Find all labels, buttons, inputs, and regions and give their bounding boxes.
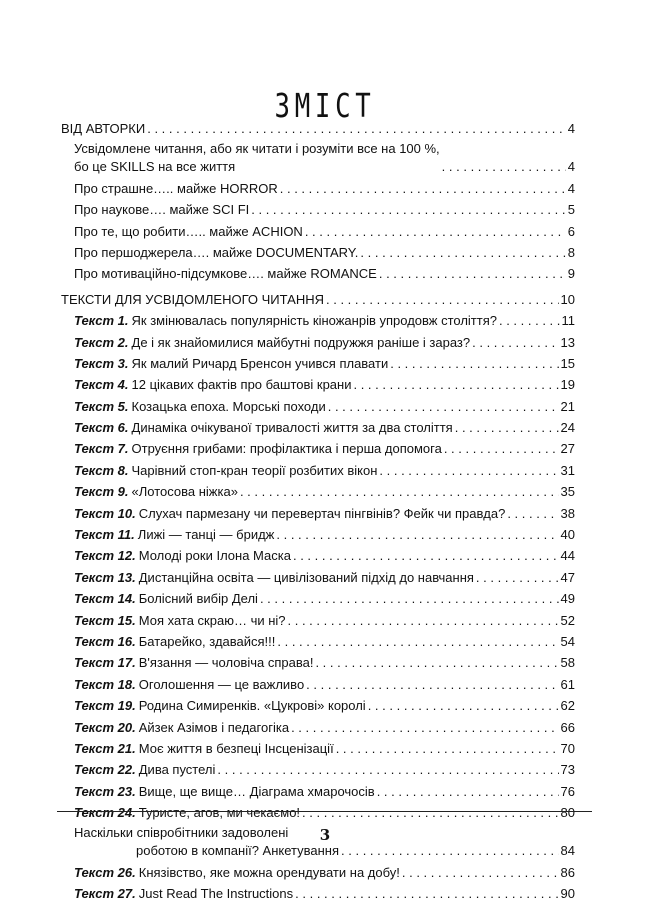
toc-page-number: 86 <box>560 864 575 880</box>
dot-leader <box>305 223 566 241</box>
toc-entry-text <box>74 376 353 394</box>
toc-entry-text <box>74 885 295 903</box>
toc-entry-label: Текст 9. <box>74 484 129 500</box>
toc-page-number: 10 <box>560 291 575 307</box>
toc-page-number: 31 <box>560 462 575 478</box>
toc-entry[interactable] <box>61 219 575 240</box>
toc-entry-text <box>74 761 217 779</box>
toc-entry-title: Козацька епоха. Морські походи <box>131 398 326 414</box>
toc-entry-text <box>74 864 402 882</box>
toc-entry-label: Текст 3. <box>74 355 129 371</box>
toc-entry[interactable] <box>61 630 575 651</box>
toc-entry-label: Текст 7. <box>74 441 129 457</box>
toc-entry-text <box>74 334 472 352</box>
dot-leader <box>291 719 558 737</box>
toc-entry[interactable] <box>61 779 575 800</box>
toc-page-number: 90 <box>560 885 575 901</box>
toc-entry[interactable] <box>61 480 575 501</box>
toc-entry-text <box>74 612 288 630</box>
toc-page-number: 5 <box>567 202 575 218</box>
toc-entry-text <box>74 740 336 758</box>
toc-entry-label: Текст 27. <box>74 885 136 901</box>
dot-leader <box>341 842 559 860</box>
toc-entry-title: Де і як знайомилися майбутні подружжя раніше і зараз? <box>131 334 471 350</box>
toc-entry[interactable] <box>61 416 575 437</box>
toc-entry-text <box>74 483 240 501</box>
toc-entry-title: Дистанційна освіта — цивілізований підхід до навчання <box>138 569 474 585</box>
dot-leader <box>444 440 559 458</box>
toc-entry-text <box>74 783 377 801</box>
toc-page-number: 47 <box>560 569 575 585</box>
toc-entry-text <box>74 505 507 523</box>
toc-entry-title: Слухач пармезану чи перевертач пінгвінів? Фейк чи правда? <box>138 505 506 521</box>
toc-entry[interactable] <box>61 565 575 586</box>
toc-page-number: 19 <box>560 377 575 393</box>
toc-entry-label: Текст 20. <box>74 719 136 735</box>
dot-leader <box>472 334 558 352</box>
toc-entry[interactable] <box>61 501 575 522</box>
toc-page-number: 9 <box>567 266 575 282</box>
toc-entry-title: Князівство, яке можна орендувати на добу! <box>138 864 400 880</box>
toc-entry-label: Текст 1. <box>74 313 129 329</box>
toc-entry-label: Текст 26. <box>74 864 136 880</box>
toc-entry-text: Наскільки співробітники задоволені роботою в компанії? Анкетування <box>74 822 341 860</box>
toc-entry-text <box>74 398 328 416</box>
toc-page-number: 40 <box>560 527 575 543</box>
toc-entry-text <box>74 676 306 694</box>
toc-entry[interactable] <box>61 352 575 373</box>
dot-leader <box>368 697 559 715</box>
toc-page-number: 15 <box>560 355 575 371</box>
toc-page-number: 76 <box>560 783 575 799</box>
toc-entry[interactable] <box>61 672 575 693</box>
toc-entry[interactable] <box>61 198 575 219</box>
toc-entry[interactable] <box>61 587 575 608</box>
page-title: ЗМІСТ <box>274 86 376 126</box>
toc-entry-title: Туристе, агов, ми чекаємо! <box>138 805 301 821</box>
dot-leader <box>328 398 559 416</box>
toc-entry[interactable] <box>61 860 575 881</box>
toc-entry[interactable] <box>61 330 575 351</box>
dot-leader <box>353 376 558 394</box>
toc-entry-text <box>74 569 476 587</box>
toc-entry-text: Про мотиваційно-підсумкове…. майже ROMANCE <box>74 266 377 282</box>
dot-leader <box>442 158 566 176</box>
dot-leader <box>280 180 566 198</box>
toc-page-number: 8 <box>567 244 575 260</box>
toc-page-number: 80 <box>560 805 575 821</box>
toc-texts-list <box>61 309 575 903</box>
table-of-contents <box>61 117 575 903</box>
toc-page-number: 52 <box>560 612 575 628</box>
toc-page-number: 66 <box>560 719 575 735</box>
toc-entry[interactable] <box>61 176 575 197</box>
dot-leader <box>379 462 558 480</box>
dot-leader <box>507 505 558 523</box>
toc-entry-title: Вище, ще вище… Діаграма хмарочосів <box>138 783 375 799</box>
dot-leader <box>295 885 558 903</box>
toc-entry-text <box>74 355 390 373</box>
toc-entry-title: Батарейко, здавайся!!! <box>138 633 276 649</box>
toc-entry-text: Про першоджерела…. майже DOCUMENTARY. <box>74 244 359 260</box>
toc-entry-title: Оголошення — це важливо <box>138 676 305 692</box>
toc-entry-title: Just Read The Instructions <box>138 885 294 901</box>
toc-entry-label: Текст 14. <box>74 591 136 607</box>
dot-leader <box>326 291 559 309</box>
toc-entry-label: Текст 8. <box>74 462 129 478</box>
toc-entry-label: Текст 22. <box>74 762 136 778</box>
dot-leader <box>390 355 558 373</box>
toc-heading-text: ТЕКСТИ ДЛЯ УСВІДОМЛЕНОГО ЧИТАННЯ <box>61 291 324 307</box>
toc-entry-label <box>74 822 336 824</box>
dot-leader <box>476 569 559 587</box>
toc-entry-label: Текст 16. <box>74 633 136 649</box>
toc-page-number: 38 <box>560 505 575 521</box>
toc-entry-text <box>74 462 379 480</box>
toc-page-number: 54 <box>560 633 575 649</box>
toc-entry-text <box>74 804 302 822</box>
toc-entry-label: Текст 23. <box>74 783 136 799</box>
toc-page-number: 73 <box>560 762 575 778</box>
toc-page-number: 13 <box>560 334 575 350</box>
toc-entry-label: Текст 24. <box>74 805 136 821</box>
toc-entry-text: Про те, що робити….. майже ACHION <box>74 223 303 239</box>
toc-page-number: 62 <box>560 698 575 714</box>
toc-page-number: 6 <box>567 223 575 239</box>
toc-entry-label: Текст 19. <box>74 698 136 714</box>
dot-leader <box>260 590 559 608</box>
dot-leader <box>402 864 559 882</box>
toc-page-number: 44 <box>560 548 575 564</box>
toc-entry-text <box>74 526 276 544</box>
toc-entry-title: Лижі — танці — бридж <box>137 527 275 543</box>
dot-leader <box>336 740 559 758</box>
toc-entry-title: Молоді роки Ілона Маска <box>138 548 291 564</box>
toc-entry-title: В'язання — чоловіча справа! <box>138 655 314 671</box>
toc-entry-title: «Лотосова ніжка» <box>131 484 238 500</box>
toc-entry[interactable] <box>61 523 575 544</box>
dot-leader <box>251 201 566 219</box>
dot-leader <box>315 654 558 672</box>
toc-page-number: 70 <box>560 740 575 756</box>
toc-entry-title: Чарівний стоп-кран теорії розбитих вікон <box>131 462 378 478</box>
toc-page-number: 24 <box>560 420 575 436</box>
toc-page-number: 61 <box>560 676 575 692</box>
toc-entry-label: Текст 21. <box>74 740 136 756</box>
toc-entry-text <box>74 547 293 565</box>
dot-leader <box>147 120 566 138</box>
toc-entry-title: Отруєння грибами: профілактика і перша допомога <box>131 441 442 457</box>
toc-entry-text <box>74 312 499 330</box>
toc-page-number: 4 <box>567 159 575 175</box>
toc-page-number: 4 <box>567 121 575 137</box>
footer-divider <box>57 811 592 812</box>
dot-leader <box>302 804 558 822</box>
toc-page-number: 27 <box>560 441 575 457</box>
toc-entry-title: Моя хата скраю… чи ні? <box>138 612 286 628</box>
toc-entry[interactable] <box>61 138 575 176</box>
toc-entry-text <box>74 633 277 651</box>
toc-heading-text: ВІД АВТОРКИ <box>61 121 146 137</box>
toc-section-heading[interactable] <box>61 287 575 308</box>
toc-entry-title: Айзек Азімов і педагогіка <box>138 719 290 735</box>
toc-entry-text <box>74 590 260 608</box>
toc-entry[interactable] <box>61 651 575 672</box>
toc-entry[interactable] <box>61 394 575 415</box>
toc-page-number: 4 <box>567 180 575 196</box>
toc-entry-title: Як малий Ричард Бренсон учився плавати <box>131 355 389 371</box>
toc-entry[interactable] <box>61 241 575 262</box>
toc-page-number: 84 <box>560 843 575 859</box>
toc-entry[interactable] <box>61 373 575 394</box>
toc-page-number: 11 <box>561 313 575 329</box>
toc-entry-title: Динаміка очікуваної тривалості життя за два століття <box>131 420 453 436</box>
toc-entry-text: Усвідомлене читання, або як читати і розуміти все на 100 %, бо це SKILLS на все життя <box>74 141 440 175</box>
toc-entry[interactable] <box>61 737 575 758</box>
dot-leader <box>455 419 559 437</box>
toc-entry[interactable] <box>61 262 575 283</box>
toc-entry-title: Болісний вибір Делі <box>138 591 258 607</box>
dot-leader <box>379 265 566 283</box>
toc-entry-label: Текст 4. <box>74 377 129 393</box>
dot-leader <box>306 676 558 694</box>
toc-page-number: 58 <box>560 655 575 671</box>
toc-entry-text: Про страшне….. майже HORROR <box>74 180 278 196</box>
toc-entry-label: Текст 13. <box>74 569 136 585</box>
dot-leader <box>276 526 558 544</box>
dot-leader <box>277 633 558 651</box>
toc-entry[interactable] <box>61 715 575 736</box>
toc-entry[interactable] <box>61 694 575 715</box>
toc-entry-text <box>74 719 291 737</box>
toc-entry-label: Текст 6. <box>74 420 129 436</box>
toc-entry-text <box>74 654 315 672</box>
toc-entry-label: Текст 17. <box>74 655 136 671</box>
toc-entry-title: Дива пустелі <box>138 762 216 778</box>
toc-entry-label: Текст 10. <box>74 505 136 521</box>
toc-entry-label: Текст 5. <box>74 398 129 414</box>
toc-entry-label: Текст 2. <box>74 334 129 350</box>
toc-section-heading[interactable] <box>61 117 575 138</box>
dot-leader <box>293 547 559 565</box>
toc-entry[interactable] <box>61 458 575 479</box>
toc-entry-label: Текст 12. <box>74 548 136 564</box>
toc-entry-title: Моє життя в безпеці Інсценізації <box>138 740 334 756</box>
toc-entry-text <box>74 697 368 715</box>
toc-entry[interactable] <box>61 309 575 330</box>
dot-leader <box>240 483 559 501</box>
footer-page-number: 3 <box>319 826 331 844</box>
toc-entry-label: Текст 18. <box>74 676 136 692</box>
toc-page-number: 35 <box>560 484 575 500</box>
dot-leader <box>499 312 560 330</box>
toc-entry[interactable] <box>61 758 575 779</box>
toc-page-number: 21 <box>560 398 575 414</box>
toc-entry-text <box>74 419 455 437</box>
toc-entry-title: 12 цікавих фактів про баштові крани <box>131 377 352 393</box>
toc-page-number: 49 <box>560 591 575 607</box>
toc-entry[interactable] <box>61 437 575 458</box>
toc-entry[interactable] <box>61 544 575 565</box>
toc-entry[interactable] <box>61 608 575 629</box>
toc-entry-title: Родина Симиренків. «Цукрові» королі <box>138 698 366 714</box>
toc-entry-label: Текст 15. <box>74 612 136 628</box>
toc-entry-label: Текст 11. <box>74 527 135 543</box>
dot-leader <box>288 612 559 630</box>
toc-entry-title: Як змінювалась популярність кіножанрів упродовж століття? <box>131 313 497 329</box>
dot-leader <box>217 761 558 779</box>
dot-leader <box>360 244 565 262</box>
dot-leader <box>377 783 559 801</box>
toc-entry-text: Про наукове…. майже SCI FI <box>74 202 250 218</box>
toc-entry-text <box>74 440 444 458</box>
